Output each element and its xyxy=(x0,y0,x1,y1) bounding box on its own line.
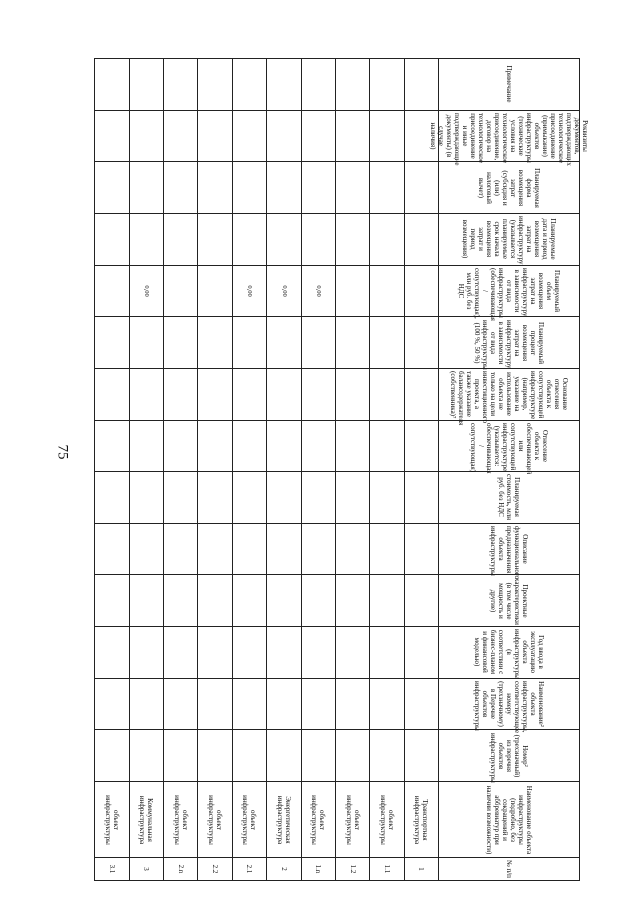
table-row xyxy=(95,523,580,575)
column-header-label: Планируемая форма возмещения затрат (субсидия и (или) налоговый вычет) xyxy=(477,167,542,208)
table-cell xyxy=(232,317,266,369)
table-cell xyxy=(129,781,163,857)
table-cell xyxy=(370,627,404,679)
table-cell xyxy=(301,858,335,881)
row-name: объект инфраструктуры xyxy=(207,794,224,845)
table-cell xyxy=(232,265,266,317)
table-cell xyxy=(129,575,163,627)
table-cell xyxy=(198,472,232,524)
table-cell xyxy=(198,110,232,162)
table-cell xyxy=(267,730,301,782)
table-cell xyxy=(404,678,438,730)
table-cell xyxy=(267,265,301,317)
table-cell xyxy=(301,678,335,730)
table-cell xyxy=(335,420,369,472)
table-cell xyxy=(301,368,335,420)
table-cell xyxy=(163,59,197,111)
column-header xyxy=(429,110,590,166)
column-header xyxy=(439,214,580,266)
table-cell xyxy=(198,420,232,472)
table-cell xyxy=(370,368,404,420)
table-cell xyxy=(163,730,197,782)
table-cell xyxy=(232,368,266,420)
table-cell xyxy=(370,214,404,266)
table-cell xyxy=(232,781,266,857)
table-cell xyxy=(129,858,163,881)
column-header-label: Год ввода в эксплуатацию объекта инфраструктуры (в соответствии с бизнес-планом и финансовой моделью) xyxy=(473,629,546,680)
table-row xyxy=(95,265,580,317)
table-cell xyxy=(95,858,130,881)
table-cell xyxy=(129,730,163,782)
table-cell xyxy=(370,730,404,782)
table-cell xyxy=(95,59,130,111)
column-header-label: Номер² (трехзначный) из перечня объектов инфраструктуры xyxy=(489,732,530,783)
table-cell xyxy=(163,368,197,420)
column-header xyxy=(439,781,580,857)
table-cell xyxy=(335,368,369,420)
table-cell xyxy=(267,472,301,524)
table-cell xyxy=(267,317,301,369)
table-cell xyxy=(267,575,301,627)
column-header-label: Планируемый объем возмещения затрат на инфраструктуру в зависимости от вида инфраструктуры (обеспечивающая / сопутствующая), млн руб. без НДС xyxy=(457,267,562,321)
column-header xyxy=(439,730,580,782)
table-cell xyxy=(335,575,369,627)
row-name: объект инфраструктуры xyxy=(241,794,258,845)
row-name: объект инфраструктуры xyxy=(172,794,189,845)
table-cell xyxy=(163,627,197,679)
table-cell xyxy=(232,214,266,266)
table-row xyxy=(95,472,580,524)
table-cell xyxy=(232,730,266,782)
table-cell xyxy=(370,110,404,162)
table-cell xyxy=(301,575,335,627)
table-cell xyxy=(163,858,197,881)
table-cell xyxy=(301,781,335,857)
table-cell xyxy=(335,472,369,524)
column-header xyxy=(439,59,580,111)
table-cell xyxy=(404,781,438,857)
row-name: Энергетическая инфраструктура xyxy=(275,795,292,844)
table-cell xyxy=(267,523,301,575)
amount-value: 0,00 xyxy=(315,285,323,297)
table-cell xyxy=(198,214,232,266)
row-number: 1.n xyxy=(314,864,323,874)
table-cell xyxy=(232,59,266,111)
table-cell xyxy=(404,730,438,782)
table-cell xyxy=(129,317,163,369)
table-cell xyxy=(370,678,404,730)
table-cell xyxy=(129,523,163,575)
table-row xyxy=(95,214,580,266)
table-row xyxy=(95,420,580,472)
row-number: 3 xyxy=(142,867,151,871)
table-cell xyxy=(129,627,163,679)
table-cell xyxy=(198,59,232,111)
table-cell xyxy=(370,162,404,214)
table-cell xyxy=(335,110,369,162)
table-cell xyxy=(335,317,369,369)
column-header-label: Отнесение объекта к обеспечивающей или сопутствующей инфраструктуре (указывается: обеспечивающая / сопутствующая) xyxy=(469,422,550,474)
table-cell xyxy=(198,627,232,679)
table-cell xyxy=(335,523,369,575)
infrastructure-table-wrapper xyxy=(94,58,590,881)
row-number: 2.2 xyxy=(211,864,220,874)
table-cell xyxy=(129,59,163,111)
table-cell xyxy=(198,523,232,575)
table-cell xyxy=(232,162,266,214)
table-cell xyxy=(95,214,130,266)
column-header xyxy=(439,265,580,321)
table-cell xyxy=(267,627,301,679)
table-cell xyxy=(267,162,301,214)
table-cell xyxy=(232,472,266,524)
table-cell xyxy=(163,472,197,524)
table-cell xyxy=(232,678,266,730)
table-cell xyxy=(404,858,438,881)
table-cell xyxy=(198,678,232,730)
column-header xyxy=(439,162,580,214)
table-cell xyxy=(301,730,335,782)
table-cell xyxy=(95,575,130,627)
table-cell xyxy=(95,368,130,420)
table-cell xyxy=(163,265,197,317)
row-name: Транспортная инфраструктура xyxy=(413,795,430,844)
table-cell xyxy=(129,162,163,214)
table-cell xyxy=(198,781,232,857)
table-cell xyxy=(267,678,301,730)
table-cell xyxy=(95,317,130,369)
table-cell xyxy=(163,523,197,575)
table-cell xyxy=(163,678,197,730)
table-cell xyxy=(267,214,301,266)
column-header xyxy=(439,627,580,679)
column-header-label: Реквизиты документов, подтверждающих технологическое присоединение (примыкание) объектов инфраструктуры (технические условия на технологическое присоединение, договор на технологическое присоединение и иные подтверждающие документы) (в случае наличия) xyxy=(429,113,590,166)
table-cell xyxy=(129,110,163,162)
table-cell xyxy=(404,214,438,266)
column-header-label: № п/п xyxy=(505,860,514,879)
table-cell xyxy=(129,472,163,524)
table-cell xyxy=(404,368,438,420)
table-cell xyxy=(95,110,130,162)
row-number: 1.2 xyxy=(348,864,357,874)
table-cell xyxy=(232,858,266,881)
table-cell xyxy=(267,420,301,472)
table-cell xyxy=(95,730,130,782)
table-cell xyxy=(95,627,130,679)
table-cell xyxy=(95,678,130,730)
column-header-label: Наименование объекта инфраструктуры (подробно, без сокращений и аббревиатур при наличии возможности) xyxy=(485,785,534,854)
table-cell xyxy=(198,730,232,782)
table-cell xyxy=(404,317,438,369)
table-cell xyxy=(335,627,369,679)
table-cell xyxy=(301,110,335,162)
table-cell xyxy=(129,265,163,317)
table-cell xyxy=(370,420,404,472)
table-cell xyxy=(267,110,301,162)
table-cell xyxy=(95,162,130,214)
row-name: объект инфраструктуры xyxy=(344,794,361,845)
table-cell xyxy=(301,420,335,472)
column-header xyxy=(439,523,580,580)
table-cell xyxy=(129,368,163,420)
table-cell xyxy=(163,110,197,162)
table-cell xyxy=(404,265,438,317)
table-cell xyxy=(404,420,438,472)
table-cell xyxy=(95,781,130,857)
table-row xyxy=(95,368,580,420)
table-cell xyxy=(301,214,335,266)
table-cell xyxy=(404,162,438,214)
table-cell xyxy=(267,858,301,881)
amount-value: 0,00 xyxy=(246,285,254,297)
column-header xyxy=(439,420,580,472)
row-number: 1 xyxy=(417,867,426,871)
table-cell xyxy=(163,214,197,266)
table-row xyxy=(95,59,580,111)
table-cell xyxy=(267,368,301,420)
row-name: объект инфраструктуры xyxy=(103,794,120,845)
table-row xyxy=(95,781,580,857)
table-cell xyxy=(301,265,335,317)
table-row xyxy=(95,627,580,679)
row-number: 1.1 xyxy=(383,864,392,874)
table-cell xyxy=(129,420,163,472)
table-cell xyxy=(404,627,438,679)
table-cell xyxy=(404,523,438,575)
table-cell xyxy=(370,317,404,369)
table-cell xyxy=(129,214,163,266)
column-header-label: Планируемые дата и период возмещения затрат на инфраструктуру (указывается планируемые срок начала возмещения затрат и период возмещения) xyxy=(461,216,558,265)
table-row xyxy=(95,858,580,881)
table-row xyxy=(95,317,580,369)
table-cell xyxy=(163,781,197,857)
table-cell xyxy=(404,472,438,524)
table-cell xyxy=(198,317,232,369)
table-cell xyxy=(232,523,266,575)
table-cell xyxy=(198,368,232,420)
table-row xyxy=(95,110,580,162)
row-number: 2.n xyxy=(176,864,185,874)
column-header-label: Планируемый процент возмещения затрат на инфраструктуру в зависимости от вида инфраструктуры (100 %, 50 %) xyxy=(473,319,546,370)
table-cell xyxy=(232,575,266,627)
table-cell xyxy=(335,59,369,111)
column-header xyxy=(439,472,580,524)
table-cell xyxy=(198,575,232,627)
column-header xyxy=(439,678,580,734)
table-cell xyxy=(301,317,335,369)
column-header xyxy=(439,858,580,881)
column-header-label: Описание функционального предназначения объекта инфраструктуры xyxy=(489,526,530,580)
table-cell xyxy=(267,59,301,111)
table-cell xyxy=(198,265,232,317)
table-cell xyxy=(335,265,369,317)
table-cell xyxy=(404,110,438,162)
table-cell xyxy=(335,162,369,214)
column-header-label: Проектные характеристики (в том числе мощность и другие) xyxy=(489,577,530,625)
table-cell xyxy=(95,265,130,317)
table-cell xyxy=(232,110,266,162)
column-header-label: Примечание xyxy=(505,65,514,103)
table-row xyxy=(95,730,580,782)
table-cell xyxy=(267,781,301,857)
table-row xyxy=(95,678,580,730)
page-number: 75 xyxy=(54,444,71,460)
table-row xyxy=(95,162,580,214)
table-cell xyxy=(370,472,404,524)
table-row xyxy=(95,575,580,627)
table-cell xyxy=(95,472,130,524)
table-cell xyxy=(163,317,197,369)
column-header-label: Основание отнесения объекта к сопутствующей инфраструктуре (например, указание на использование объекта не только на цели инвестиционного проекта, а также указание балансодержателя (собственника)⁷ xyxy=(449,371,570,426)
row-number: 2 xyxy=(279,867,288,871)
table-cell xyxy=(370,523,404,575)
table-cell xyxy=(370,59,404,111)
table-cell xyxy=(370,781,404,857)
row-number: 3.1 xyxy=(107,864,116,874)
row-name: объект инфраструктуры xyxy=(379,794,396,845)
amount-value: 0,00 xyxy=(280,285,288,297)
column-header-label: Наименование² объекта инфраструктуры, соответствующее номеру (трехзначному) в Перечне объектов инфраструктуры xyxy=(473,680,546,734)
table-cell xyxy=(335,730,369,782)
table-cell xyxy=(232,420,266,472)
table-cell xyxy=(335,678,369,730)
column-header xyxy=(439,317,580,369)
column-header xyxy=(439,575,580,627)
table-cell xyxy=(335,781,369,857)
table-cell xyxy=(335,858,369,881)
table-cell xyxy=(163,162,197,214)
table-cell xyxy=(232,627,266,679)
table-cell xyxy=(301,627,335,679)
table-cell xyxy=(198,162,232,214)
column-header-label: Планируемая стоимость, млн руб. без НДС xyxy=(497,474,522,521)
table-cell xyxy=(163,420,197,472)
table-cell xyxy=(95,523,130,575)
table-cell xyxy=(301,472,335,524)
table-cell xyxy=(301,523,335,575)
table-cell xyxy=(404,575,438,627)
row-number: 2.1 xyxy=(245,864,254,874)
table-cell xyxy=(404,59,438,111)
table-cell xyxy=(335,214,369,266)
table-cell xyxy=(198,858,232,881)
table-cell xyxy=(95,420,130,472)
row-name: объект инфраструктуры xyxy=(310,794,327,845)
table-cell xyxy=(370,575,404,627)
row-name: Коммунальная инфраструктура xyxy=(138,795,155,844)
column-header xyxy=(439,368,580,426)
table-cell xyxy=(301,59,335,111)
table-cell xyxy=(301,162,335,214)
amount-value: 0,00 xyxy=(143,285,151,297)
table-cell xyxy=(370,858,404,881)
table-cell xyxy=(370,265,404,317)
infrastructure-table xyxy=(94,58,590,881)
table-cell xyxy=(129,678,163,730)
table-cell xyxy=(163,575,197,627)
